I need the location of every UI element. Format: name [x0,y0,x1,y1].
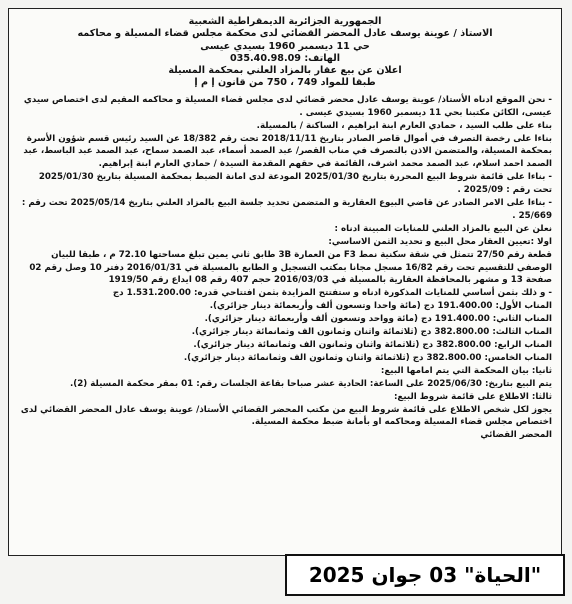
paragraph: المناب الخامس: 382.800.00 دج (ثلاثمائة واثنان وثمانون الف وثمانمائة دينار جزائري). [183,352,552,363]
paragraph: - بناءا على قائمة شروط البيع المحررة بتاريخ 2025/01/30 المودعة لدى امانة الضبط بمحكمة المسيلة بتاريخ 2025/01/30 تحت رقم : 2025/09 . [38,172,552,196]
notice-title: اعلان عن بيع عقار بالمزاد العلني بمحكمة المسيلة [168,65,402,77]
publication-footer [285,554,565,596]
legal-notice [8,8,562,556]
paragraph: المناب الثاني: 191.400.00 دج (مائة وواحد وتسعون ألف وأربعمائة دينار جزائري). [204,314,552,325]
signature-line: المحضر القضائي [480,430,552,441]
paragraph: - نحن الموقع ادناه الأستاذ/ عوينة يوسف عادل محضر قضائي لدى مجلس قضاء المسيلة و محاكمه المقيم لدى اختصاص سيدي عيسى، الكائن مكتبنا بحي 11 ديسمبر 1960 بسيدي عيسى . [23,94,552,118]
paragraph: بناء على طلب السيد ، حمادي العارم ابنة ابراهيم ، الساكنة / بالمسيلة. [256,120,552,131]
paragraph: ثالثا: الاطلاع على قائمة شروط البيع: [393,391,552,402]
paragraph: نعلن عن البيع بالمزاد العلني للمنايات المبينة ادناه : [334,223,552,234]
paragraph: بناءا على رخصة التصرف في أموال قاصر الصادر بتاريخ 2018/11/11 تحت رقم 18/382 عن السيد رئيس قسم شؤون الأسرة بمحكمة المسيلة، والمتضمن الاذن بالتصرف في مناب القصر/ عبد الصمد أسماء، عبد الصمد سماح، عبد الصمد عبد الباسط، عبد الصمد احمد اسلام، عبد الصمد محمد اشرف، القائمة في حقهم المقدمة السيدة / حمادي العارم ابنة إبراهيم. [23,133,552,170]
bailiff-office: الاستاذ / عوينة يوسف عادل المحضر القضائي لدى محكمة مجلس قضاء المسيلة و محاكمه [77,28,493,40]
office-address: حي 11 ديسمبر 1960 بسيدي عيسى [200,40,370,52]
paragraph: قطعة رقم 27/50 تتمثل في شقة سكنية نمط F3 من العمارة 3B طابق ثاني يمين تبلغ مساحتها 72.10 م ، طبقا للبيان الوصفي للتقسيم تحت رقم 16/82 مسجل مجانا بمكتب التسجيل و الطابع بالمسيلة في 2016/01/31 دفتر 10 وصل رقم 02 صفحة 13 و مشهر بالمحافظة العقارية بالمسيلة في 2016/03/03 حجم 407 رقم 08 ايداع رقم 1919/50 [29,249,552,286]
paragraph: اولا :تعيين العقار محل البيع و تحديد الثمن الاساسي: [328,236,552,247]
paragraph: المناب الأول: 191.400.00 دج (مائة واحدا وتسعون ألف وأربعمائة دينار جزائري). [209,301,552,312]
publication-label: "الحياة" 03 جوان 2025 [308,563,542,587]
law-reference: طبقا للمواد 749 ، 750 من قانون إ م إ [194,77,376,89]
paragraph: - و ذلك بثمن أساسي للمنايات المذكورة ادناه و ستفتتح المزايدة بثمن افتتاحي قدره: 1.531.200.00 دج [112,288,552,299]
paragraph: - بناءا على الامر الصادر عن قاضي البيوع العقارية و المتضمن تحديد جلسة البيع بالمزاد العلني بتاريخ 2025/05/14 تحت رقم : 25/669 . [21,198,552,221]
notice-header [18,16,552,90]
paragraph: يجوز لكل شخص الاطلاع على قائمة شروط البيع من مكتب المحضر القضائي الأستاذ/ عوينة يوسف عادل المحضر القضائي لدى اختصاص مجلس قضاء المسيلة ومحاكمه او بأمانة ضبط محكمة المسيلة. [20,404,552,428]
notice-body [18,94,552,442]
republic-title: الجمهورية الجزائرية الديمقراطية الشعبية [188,16,382,27]
paragraph: المناب الرابع: 382.800.00 دج (ثلاثمائة واثنان وثمانون الف وثمانمائة دينار جزائري). [193,340,552,350]
paragraph: المناب الثالث: 382.800.00 دج (ثلاثمائة واثنان وثمانون الف وثمانمائة دينار جزائري). [191,327,552,338]
office-phone: الهاتف: 035.40.98.09 [229,52,341,64]
paragraph: ثانيا: بيان المحكمة التي يتم امامها البيع: [380,365,552,376]
paragraph: يتم البيع بتاريخ: 2025/06/30 على الساعة: الحادية عشر صباحا بقاعة الجلسات رقم: 01 بمقر محكمة المسيلة (2). [69,378,552,389]
